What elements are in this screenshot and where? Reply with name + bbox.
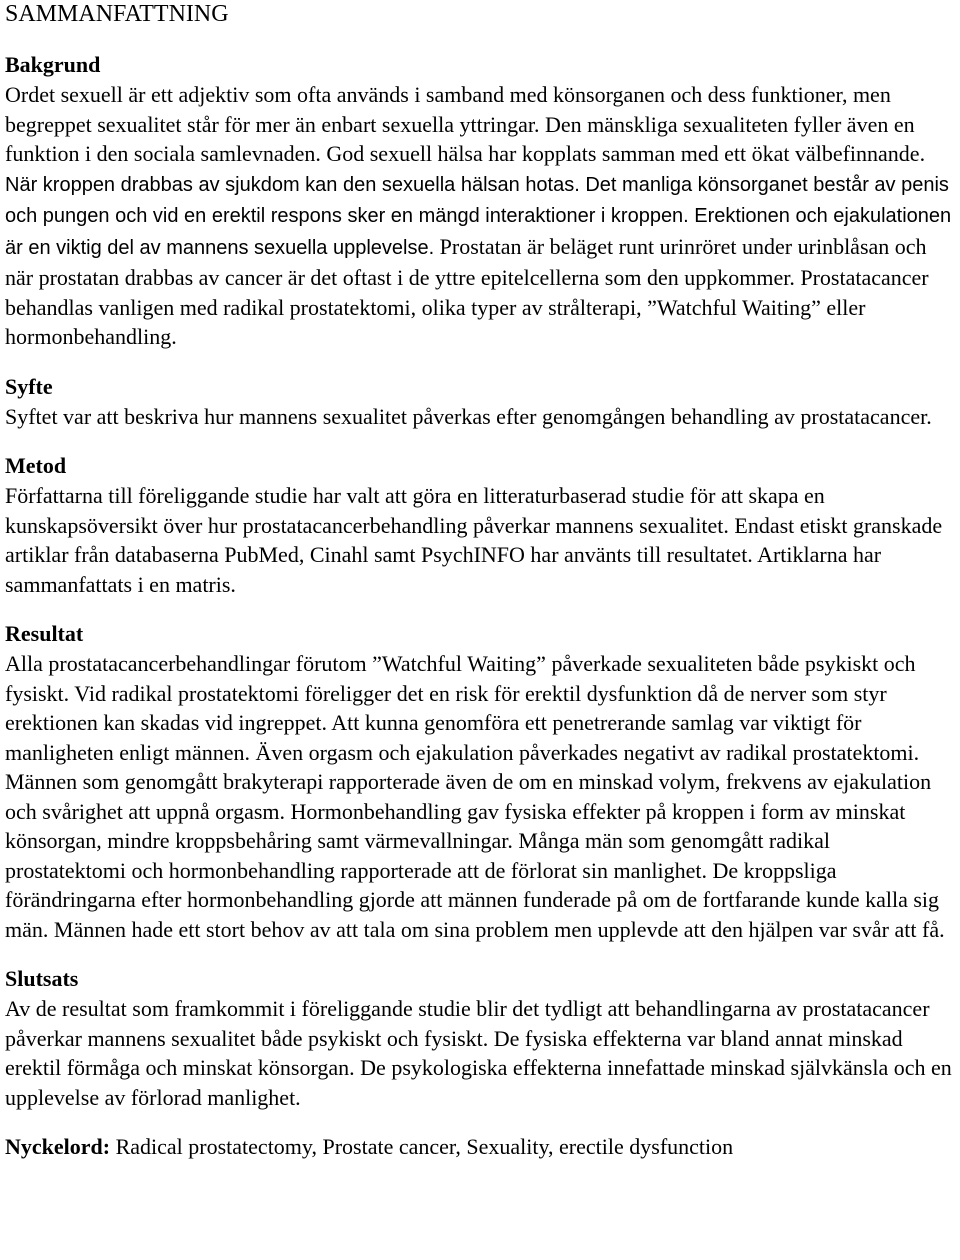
heading-slutsats: Slutsats (5, 966, 79, 991)
page-title: SAMMANFATTNING (5, 1, 229, 27)
section-syfte (5, 372, 955, 432)
section-bakgrund (5, 50, 955, 352)
bakgrund-text (5, 80, 955, 352)
bakgrund-part-1: Ordet sexuell är ett adjektiv som ofta används i samband med könsorganen och dess funktioner, men begreppet sexualitet står för mer än enbart sexuella yttringar. Den mänskliga sexualiteten fyller även en funktion i den sociala samlevnaden. God sexuell hälsa har kopplats samman med ett ökat välbefinnande. (5, 82, 926, 166)
slutsats-text: Av de resultat som framkommit i föreliggande studie blir det tydligt att behandlingarna av prostatacancer påverkar mannens sexualitet både psykiskt och fysiskt. De fysiska effekterna var bland annat minskad erektil förmåga och minskat könsorgan. De psykologiska effekterna innefattade minskad självkänsla och en upplevelse av förlorad manlighet. (5, 996, 952, 1110)
keywords-label: Nyckelord: (5, 1134, 111, 1159)
heading-syfte: Syfte (5, 373, 53, 399)
resultat-text: Alla prostatacancerbehandlingar förutom ”Watchful Waiting” påverkade sexualiteten både psykiskt och fysiskt. Vid radikal prostatektomi föreligger det en risk för erektil dysfunktion då de nerver som styr erektionen kan skadas vid ingreppet. Att kunna genomföra ett penetrerande samlag var viktigt för manligheten enligt männen. Även orgasm och ejakulation påverkades negativt av radikal prostatektomi. Männen som genomgått brakyterapi rapporterade även de om en minskad volym, frekvens av ejakulation och svårighet att uppnå orgasm. Hormonbehandling gav fysiska effekter på kroppen i form av minskat könsorgan, mindre kroppsbehåring samt värmevallningar. Många män som genomgått radikal prostatektomi och hormonbehandling rapporterade att de förlorat sin manlighet. De kroppsliga förändringarna efter hormonbehandling gjorde att männen funderade på om de fortfarande kunde kalla sig män. Männen hade ett stort behov av att tala om sina problem men upplevde att den hjälpen var svår att få. (5, 651, 945, 942)
heading-metod: Metod (5, 453, 67, 478)
heading-bakgrund: Bakgrund (5, 52, 101, 77)
bakgrund-part-2: När kroppen drabbas av sjukdom kan den sexuella hälsan hotas. Det manliga könsorganet består av penis och pungen och vid en erektil respons sker en mängd interaktioner i kroppen. Erektionen och ejakulationen är en viktig del av mannens sexuella upplevelse. (5, 173, 952, 259)
keywords-line (5, 1132, 955, 1162)
metod-text: Författarna till föreliggande studie har valt att göra en litteraturbaserad studie för att skapa en kunskapsöversikt över hur prostatacancerbehandling påverkar mannens sexualitet. Endast etiskt granskade artiklar från databaserna PubMed, Cinahl samt PsychINFO har använts till resultatet. Artiklarna har sammanfattats i en matris. (5, 483, 943, 597)
syfte-text: Syftet var att beskriva hur mannens sexualitet påverkas efter genomgången behandling av prostatacancer. (5, 403, 932, 429)
document-page (5, 0, 955, 1162)
keywords-text: Radical prostatectomy, Prostate cancer, Sexuality, erectile dysfunction (110, 1134, 734, 1159)
section-metod (5, 451, 955, 599)
section-slutsats (5, 964, 955, 1112)
bakgrund-part-3: Prostatan är beläget runt urinröret under urinblåsan och när prostatan drabbas av cancer är det oftast i de yttre epitelcellerna som den uppkommer. Prostatacancer behandlas vanligen med radikal prostatektomi, olika typer av strålterapi, ”Watchful Waiting” eller hormonbehandling. (5, 233, 929, 349)
section-resultat (5, 619, 955, 944)
heading-resultat: Resultat (5, 621, 84, 646)
